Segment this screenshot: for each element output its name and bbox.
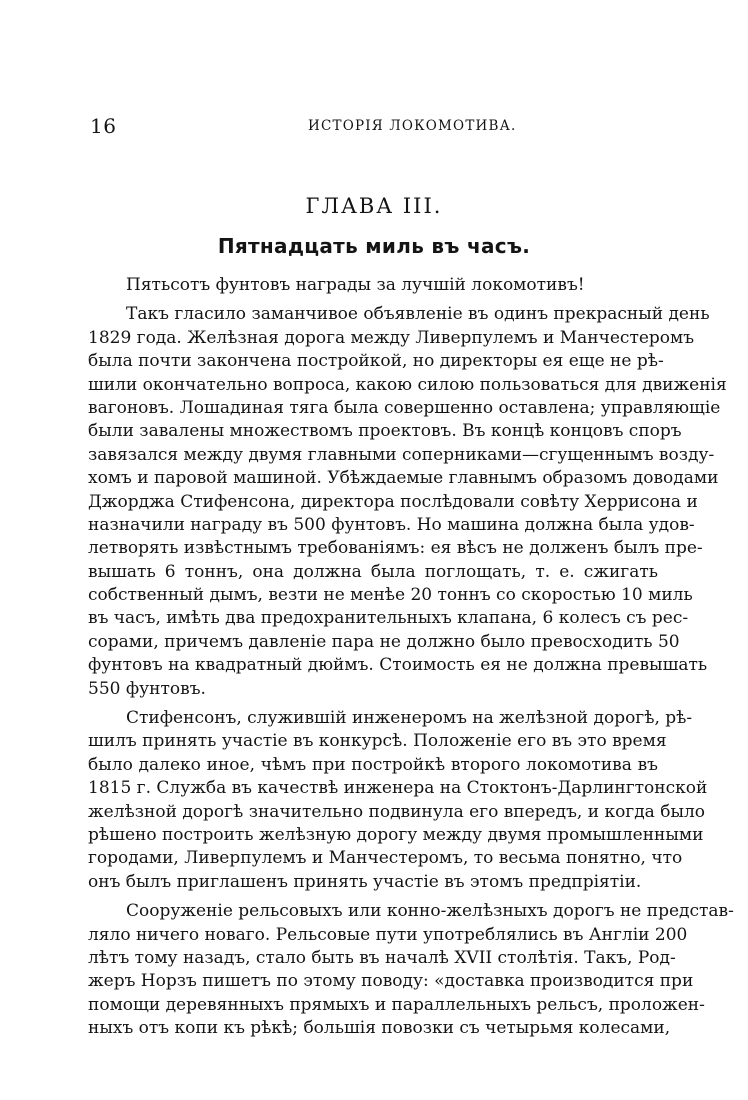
text-line: собственный дымъ, везти не менѣе 20 тоннъ со скоростью 10 миль — [88, 585, 693, 606]
text-line: завязался между двумя главными соперниками—сгущеннымъ возду- — [88, 444, 715, 465]
paragraph — [88, 303, 727, 701]
text-line: шили окончательно вопроса, какою силою пользоваться для движенія — [88, 374, 727, 395]
running-head — [90, 114, 660, 140]
text-line: онъ былъ приглашенъ принять участіе въ этомъ предпріятіи. — [88, 871, 642, 892]
paragraph — [88, 900, 734, 1040]
text-line: шилъ принять участіе въ конкурсѣ. Положеніе его въ это время — [88, 731, 667, 752]
paragraph — [88, 274, 658, 297]
text-line: Сооруженіе рельсовыхъ или конно-желѣзныхъ дорогъ не представ- — [126, 901, 734, 922]
text-line: сорами, причемъ давленіе пара не должно было превосходить 50 — [88, 631, 680, 652]
text-line: было далеко иное, чѣмъ при постройкѣ второго локомотива въ — [88, 754, 658, 775]
text-line: 550 фунтовъ. — [88, 678, 206, 699]
text-line: жеръ Норзъ пишетъ по этому поводу: «доставка производится при — [88, 971, 694, 992]
text-line: Стифенсонъ, служившій инженеромъ на желѣзной дорогѣ, рѣ- — [126, 708, 693, 729]
body-text — [88, 274, 734, 1041]
paragraph — [88, 707, 708, 894]
text-line: Такъ гласило заманчивое объявленіе въ одинъ прекрасный день — [126, 304, 710, 325]
chapter-title: Пятнадцать миль въ часъ. — [217, 234, 531, 258]
running-title: ИСТОРІЯ ЛОКОМОТИВА. — [308, 118, 517, 134]
text-line: фунтовъ на квадратный дюймъ. Стоимость ея не должна превышать — [88, 655, 708, 676]
text-line: помощи деревянныхъ прямыхъ и параллельныхъ рельсъ, проложен- — [88, 994, 705, 1015]
text-line: хомъ и паровой машиной. Убѣждаемые главнымъ образомъ доводами — [88, 468, 719, 489]
chapter-label: ГЛАВА III. — [305, 194, 443, 218]
text-line: 1815 г. Служба въ качествѣ инженера на Стоктонъ-Дарлингтонской — [88, 778, 708, 799]
text-line: 1829 года. Желѣзная дорога между Ливерпулемъ и Манчестеромъ — [88, 327, 695, 348]
text-line: въ часъ, имѣть два предохранительныхъ клапана, 6 колесъ съ рес- — [88, 608, 689, 629]
text-line: ныхъ отъ копи къ рѣкѣ; большія повозки съ четырьмя колесами, — [88, 1018, 671, 1039]
page-number: 16 — [90, 114, 117, 138]
text-line: была почти закончена постройкой, но директоры ея еще не рѣ- — [88, 351, 664, 372]
text-line: ляло ничего новаго. Рельсовые пути употреблялись въ Англіи 200 — [88, 924, 688, 945]
text-line: Джорджа Стифенсона, директора послѣдовали совѣту Херрисона и — [88, 491, 698, 512]
text-line: Пятьсотъ фунтовъ награды за лучшій локомотивъ! — [126, 275, 585, 295]
text-line: были завалены множествомъ проектовъ. Въ концѣ концовъ споръ — [88, 421, 682, 442]
text-line: рѣшено построить желѣзную дорогу между двумя промышленными — [88, 824, 704, 845]
text-line: вышать 6 тоннъ, она должна была поглощать, т. е. сжигать — [88, 561, 658, 582]
text-line: летворять извѣстнымъ требованіямъ: ея вѣсъ не долженъ былъ пре- — [88, 538, 703, 559]
text-line: городами, Ливерпулемъ и Манчестеромъ, то весьма понятно, что — [88, 848, 683, 869]
text-line: назначили награду въ 500 фунтовъ. Но машина должна была удов- — [88, 514, 695, 535]
text-line: вагоновъ. Лошадиная тяга была совершенно оставлена; управляющіе — [88, 397, 721, 418]
text-line: желѣзной дорогѣ значительно подвинула его впередъ, и когда было — [88, 801, 706, 822]
text-line: лѣтъ тому назадъ, стало быть въ началѣ XVII столѣтія. Такъ, Род- — [88, 947, 676, 968]
